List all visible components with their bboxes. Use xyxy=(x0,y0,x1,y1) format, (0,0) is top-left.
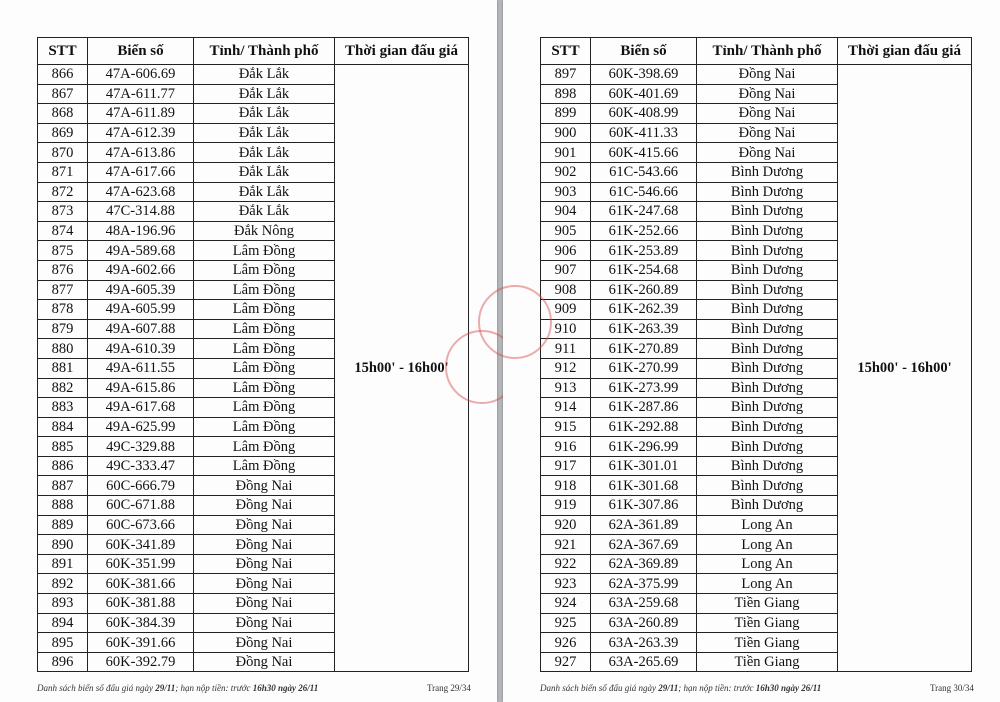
row-stt: 899 xyxy=(541,104,591,124)
row-stt: 909 xyxy=(541,300,591,320)
row-stt: 895 xyxy=(38,633,88,653)
row-plate-number: 61K-287.86 xyxy=(591,398,697,418)
row-plate-number: 60K-392.79 xyxy=(88,652,194,672)
plate-table xyxy=(540,37,972,672)
row-plate-number: 62A-375.99 xyxy=(591,574,697,594)
row-plate-number: 61K-307.86 xyxy=(591,496,697,516)
row-stt: 870 xyxy=(38,143,88,163)
row-plate-number: 60K-381.66 xyxy=(88,574,194,594)
row-plate-number: 60K-411.33 xyxy=(591,123,697,143)
row-plate-number: 60K-351.99 xyxy=(88,554,194,574)
row-stt: 868 xyxy=(38,104,88,124)
row-stt: 894 xyxy=(38,613,88,633)
row-stt: 897 xyxy=(541,65,591,85)
plate-table xyxy=(37,37,469,672)
page-number: Trang 30/34 xyxy=(930,683,974,693)
row-province: Đồng Nai xyxy=(194,554,335,574)
row-plate-number: 62A-369.89 xyxy=(591,554,697,574)
row-stt: 887 xyxy=(38,476,88,496)
row-plate-number: 49A-589.68 xyxy=(88,241,194,261)
table-row xyxy=(541,65,972,85)
row-province: Đắk Lắk xyxy=(194,202,335,222)
page-footer: Danh sách biển số đấu giá ngày 29/11; hạn nộp tiền: trước 16h30 ngày 26/11 xyxy=(540,683,822,693)
row-stt: 918 xyxy=(541,476,591,496)
row-province: Lâm Đồng xyxy=(194,437,335,457)
row-stt: 881 xyxy=(38,358,88,378)
row-stt: 923 xyxy=(541,574,591,594)
row-province: Đồng Nai xyxy=(194,633,335,653)
row-province: Bình Dương xyxy=(697,476,838,496)
row-plate-number: 60K-408.99 xyxy=(591,104,697,124)
row-stt: 908 xyxy=(541,280,591,300)
row-stt: 926 xyxy=(541,633,591,653)
row-plate-number: 61K-252.66 xyxy=(591,221,697,241)
row-stt: 889 xyxy=(38,515,88,535)
row-plate-number: 49A-605.39 xyxy=(88,280,194,300)
row-stt: 903 xyxy=(541,182,591,202)
row-plate-number: 61K-296.99 xyxy=(591,437,697,457)
row-stt: 921 xyxy=(541,535,591,555)
row-province: Long An xyxy=(697,535,838,555)
row-plate-number: 62A-361.89 xyxy=(591,515,697,535)
row-plate-number: 49A-611.55 xyxy=(88,358,194,378)
row-plate-number: 63A-259.68 xyxy=(591,594,697,614)
row-stt: 906 xyxy=(541,241,591,261)
table-row xyxy=(38,65,469,85)
row-plate-number: 49A-605.99 xyxy=(88,300,194,320)
row-province: Lâm Đồng xyxy=(194,319,335,339)
header-plate: Biển số xyxy=(88,38,194,65)
row-province: Long An xyxy=(697,515,838,535)
row-plate-number: 47A-613.86 xyxy=(88,143,194,163)
row-province: Đồng Nai xyxy=(194,496,335,516)
row-province: Đắk Lắk xyxy=(194,104,335,124)
row-province: Lâm Đồng xyxy=(194,378,335,398)
row-province: Tiền Giang xyxy=(697,594,838,614)
row-plate-number: 63A-265.69 xyxy=(591,652,697,672)
row-stt: 867 xyxy=(38,84,88,104)
row-province: Bình Dương xyxy=(697,260,838,280)
row-province: Đồng Nai xyxy=(194,574,335,594)
table-header-row xyxy=(541,38,972,65)
table-header-row xyxy=(38,38,469,65)
row-province: Đồng Nai xyxy=(194,515,335,535)
header-plate: Biển số xyxy=(591,38,697,65)
row-stt: 905 xyxy=(541,221,591,241)
row-plate-number: 47A-612.39 xyxy=(88,123,194,143)
row-province: Bình Dương xyxy=(697,378,838,398)
row-stt: 912 xyxy=(541,358,591,378)
row-province: Đắk Lắk xyxy=(194,84,335,104)
row-plate-number: 49A-607.88 xyxy=(88,319,194,339)
row-province: Đắk Nông xyxy=(194,221,335,241)
row-stt: 914 xyxy=(541,398,591,418)
row-plate-number: 61K-270.89 xyxy=(591,339,697,359)
row-plate-number: 49A-617.68 xyxy=(88,398,194,418)
row-stt: 910 xyxy=(541,319,591,339)
row-plate-number: 47A-623.68 xyxy=(88,182,194,202)
row-stt: 876 xyxy=(38,260,88,280)
row-stt: 871 xyxy=(38,162,88,182)
row-stt: 877 xyxy=(38,280,88,300)
row-stt: 927 xyxy=(541,652,591,672)
row-plate-number: 61K-301.01 xyxy=(591,456,697,476)
row-plate-number: 49C-333.47 xyxy=(88,456,194,476)
row-province: Tiền Giang xyxy=(697,633,838,653)
row-stt: 872 xyxy=(38,182,88,202)
row-plate-number: 48A-196.96 xyxy=(88,221,194,241)
row-plate-number: 49A-610.39 xyxy=(88,339,194,359)
row-stt: 866 xyxy=(38,65,88,85)
row-plate-number: 63A-263.39 xyxy=(591,633,697,653)
row-province: Đồng Nai xyxy=(194,594,335,614)
row-plate-number: 47A-606.69 xyxy=(88,65,194,85)
row-province: Đắk Lắk xyxy=(194,123,335,143)
row-stt: 898 xyxy=(541,84,591,104)
row-plate-number: 60K-415.66 xyxy=(591,143,697,163)
document-page-right xyxy=(503,0,1000,702)
row-stt: 919 xyxy=(541,496,591,516)
row-plate-number: 63A-260.89 xyxy=(591,613,697,633)
row-province: Lâm Đồng xyxy=(194,456,335,476)
row-plate-number: 61K-301.68 xyxy=(591,476,697,496)
row-stt: 884 xyxy=(38,417,88,437)
row-province: Đồng Nai xyxy=(194,652,335,672)
row-province: Bình Dương xyxy=(697,162,838,182)
row-plate-number: 47A-617.66 xyxy=(88,162,194,182)
row-stt: 896 xyxy=(38,652,88,672)
row-stt: 878 xyxy=(38,300,88,320)
plate-rows xyxy=(38,65,469,672)
row-stt: 880 xyxy=(38,339,88,359)
row-plate-number: 61K-273.99 xyxy=(591,378,697,398)
row-province: Đồng Nai xyxy=(697,143,838,163)
row-province: Đồng Nai xyxy=(697,84,838,104)
row-stt: 925 xyxy=(541,613,591,633)
row-stt: 892 xyxy=(38,574,88,594)
row-province: Bình Dương xyxy=(697,280,838,300)
row-province: Tiền Giang xyxy=(697,613,838,633)
page-number: Trang 29/34 xyxy=(427,683,471,693)
row-province: Lâm Đồng xyxy=(194,398,335,418)
row-province: Bình Dương xyxy=(697,398,838,418)
row-stt: 891 xyxy=(38,554,88,574)
row-stt: 920 xyxy=(541,515,591,535)
row-province: Bình Dương xyxy=(697,182,838,202)
row-stt: 904 xyxy=(541,202,591,222)
row-plate-number: 62A-367.69 xyxy=(591,535,697,555)
row-plate-number: 60K-384.39 xyxy=(88,613,194,633)
row-stt: 885 xyxy=(38,437,88,457)
row-plate-number: 47A-611.77 xyxy=(88,84,194,104)
row-province: Đồng Nai xyxy=(194,476,335,496)
row-province: Bình Dương xyxy=(697,300,838,320)
row-stt: 882 xyxy=(38,378,88,398)
row-province: Đồng Nai xyxy=(697,65,838,85)
row-province: Bình Dương xyxy=(697,339,838,359)
row-plate-number: 47A-611.89 xyxy=(88,104,194,124)
row-plate-number: 60C-671.88 xyxy=(88,496,194,516)
row-stt: 869 xyxy=(38,123,88,143)
row-province: Đồng Nai xyxy=(194,613,335,633)
row-province: Lâm Đồng xyxy=(194,300,335,320)
row-plate-number: 61K-263.39 xyxy=(591,319,697,339)
row-stt: 901 xyxy=(541,143,591,163)
row-stt: 874 xyxy=(38,221,88,241)
row-stt: 883 xyxy=(38,398,88,418)
row-stt: 917 xyxy=(541,456,591,476)
row-plate-number: 61K-247.68 xyxy=(591,202,697,222)
row-stt: 911 xyxy=(541,339,591,359)
row-stt: 913 xyxy=(541,378,591,398)
row-province: Đồng Nai xyxy=(194,535,335,555)
row-province: Đồng Nai xyxy=(697,104,838,124)
row-plate-number: 49A-625.99 xyxy=(88,417,194,437)
row-stt: 902 xyxy=(541,162,591,182)
row-province: Bình Dương xyxy=(697,417,838,437)
row-stt: 873 xyxy=(38,202,88,222)
row-province: Lâm Đồng xyxy=(194,260,335,280)
row-province: Bình Dương xyxy=(697,202,838,222)
auction-time-cell: 15h00' - 16h00' xyxy=(335,65,469,672)
row-province: Bình Dương xyxy=(697,358,838,378)
row-plate-number: 61K-254.68 xyxy=(591,260,697,280)
row-province: Lâm Đồng xyxy=(194,358,335,378)
row-province: Lâm Đồng xyxy=(194,339,335,359)
row-plate-number: 61C-546.66 xyxy=(591,182,697,202)
row-province: Long An xyxy=(697,554,838,574)
row-plate-number: 49C-329.88 xyxy=(88,437,194,457)
row-stt: 915 xyxy=(541,417,591,437)
row-plate-number: 60K-401.69 xyxy=(591,84,697,104)
row-plate-number: 60K-398.69 xyxy=(591,65,697,85)
row-stt: 922 xyxy=(541,554,591,574)
page-footer: Danh sách biển số đấu giá ngày 29/11; hạn nộp tiền: trước 16h30 ngày 26/11 xyxy=(37,683,319,693)
row-plate-number: 60K-341.89 xyxy=(88,535,194,555)
header-province: Tỉnh/ Thành phố xyxy=(194,38,335,65)
header-stt: STT xyxy=(541,38,591,65)
row-province: Bình Dương xyxy=(697,456,838,476)
row-province: Tiền Giang xyxy=(697,652,838,672)
row-stt: 900 xyxy=(541,123,591,143)
plate-rows xyxy=(541,65,972,672)
row-plate-number: 61C-543.66 xyxy=(591,162,697,182)
header-time: Thời gian đấu giá xyxy=(838,38,972,65)
row-province: Đắk Lắk xyxy=(194,65,335,85)
row-province: Long An xyxy=(697,574,838,594)
row-province: Đồng Nai xyxy=(697,123,838,143)
row-plate-number: 61K-260.89 xyxy=(591,280,697,300)
row-province: Đắk Lắk xyxy=(194,182,335,202)
row-plate-number: 60K-381.88 xyxy=(88,594,194,614)
row-province: Bình Dương xyxy=(697,496,838,516)
header-province: Tỉnh/ Thành phố xyxy=(697,38,838,65)
header-time: Thời gian đấu giá xyxy=(335,38,469,65)
row-province: Lâm Đồng xyxy=(194,417,335,437)
auction-time-cell: 15h00' - 16h00' xyxy=(838,65,972,672)
row-stt: 879 xyxy=(38,319,88,339)
row-stt: 886 xyxy=(38,456,88,476)
row-plate-number: 61K-292.88 xyxy=(591,417,697,437)
row-province: Bình Dương xyxy=(697,241,838,261)
row-stt: 907 xyxy=(541,260,591,280)
row-plate-number: 61K-270.99 xyxy=(591,358,697,378)
row-province: Bình Dương xyxy=(697,221,838,241)
row-province: Đắk Lắk xyxy=(194,162,335,182)
row-province: Bình Dương xyxy=(697,437,838,457)
row-province: Bình Dương xyxy=(697,319,838,339)
row-stt: 890 xyxy=(38,535,88,555)
row-plate-number: 47C-314.88 xyxy=(88,202,194,222)
row-stt: 875 xyxy=(38,241,88,261)
row-province: Đắk Lắk xyxy=(194,143,335,163)
row-plate-number: 60C-673.66 xyxy=(88,515,194,535)
row-province: Lâm Đồng xyxy=(194,241,335,261)
document-page-left xyxy=(0,0,497,702)
row-plate-number: 60C-666.79 xyxy=(88,476,194,496)
row-plate-number: 49A-615.86 xyxy=(88,378,194,398)
row-plate-number: 49A-602.66 xyxy=(88,260,194,280)
row-plate-number: 60K-391.66 xyxy=(88,633,194,653)
row-province: Lâm Đồng xyxy=(194,280,335,300)
row-stt: 893 xyxy=(38,594,88,614)
row-stt: 924 xyxy=(541,594,591,614)
row-plate-number: 61K-253.89 xyxy=(591,241,697,261)
row-stt: 916 xyxy=(541,437,591,457)
row-stt: 888 xyxy=(38,496,88,516)
header-stt: STT xyxy=(38,38,88,65)
row-plate-number: 61K-262.39 xyxy=(591,300,697,320)
